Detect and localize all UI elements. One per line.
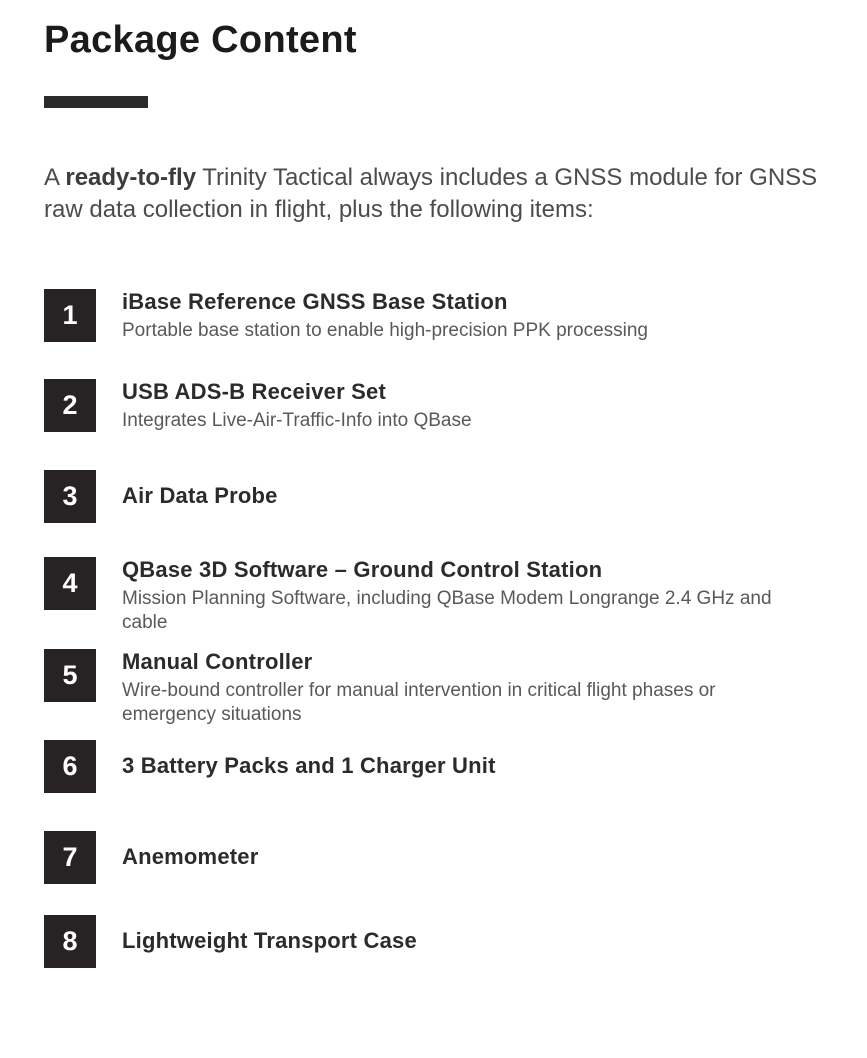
item-text-block <box>122 289 648 343</box>
item-title: Anemometer <box>122 844 259 870</box>
item-title: QBase 3D Software – Ground Control Station <box>122 556 603 582</box>
item-description: Wire-bound controller for manual intervention in critical flight phases or emergency situations <box>122 679 716 725</box>
list-item-battery-packs-charger <box>44 740 843 793</box>
page-title: Package Content <box>44 19 357 61</box>
item-title: USB ADS-B Receiver Set <box>122 378 387 404</box>
item-number-badge: 1 <box>44 289 96 342</box>
item-number-badge: 3 <box>44 470 96 523</box>
item-text-block <box>122 557 800 635</box>
intro-text-highlight: ready-to-fly <box>65 163 197 191</box>
item-title: Lightweight Transport Case <box>122 928 417 954</box>
list-item-qbase-3d-software <box>44 557 843 635</box>
item-text-block <box>122 379 472 433</box>
list-item-usb-adsb-receiver <box>44 379 843 433</box>
item-description: Mission Planning Software, including QBase Modem Longrange 2.4 GHz and cable <box>122 587 772 633</box>
item-title: iBase Reference GNSS Base Station <box>122 288 508 314</box>
item-text-block <box>122 915 417 968</box>
item-title: Manual Controller <box>122 648 313 674</box>
item-number-badge: 4 <box>44 557 96 610</box>
package-item-list <box>44 289 843 968</box>
intro-text-rest: Trinity Tactical always includes a GNSS module for GNSS raw data collection in flight, plus the following items: <box>44 163 818 223</box>
item-text-block <box>122 470 278 523</box>
item-text-block <box>122 740 496 793</box>
list-item-ibase-base-station <box>44 289 843 343</box>
item-description: Integrates Live-Air-Traffic-Info into QBase <box>122 409 472 431</box>
item-text-block <box>122 831 258 884</box>
list-item-air-data-probe <box>44 470 843 523</box>
item-title: Air Data Probe <box>122 483 278 509</box>
item-text-block <box>122 649 800 727</box>
item-number-badge: 6 <box>44 740 96 793</box>
item-number-badge: 7 <box>44 831 96 884</box>
intro-paragraph <box>44 162 836 226</box>
list-item-transport-case <box>44 915 843 968</box>
item-number-badge: 2 <box>44 379 96 432</box>
item-title: 3 Battery Packs and 1 Charger Unit <box>122 753 496 779</box>
intro-text-prefix: A <box>44 163 66 191</box>
item-description: Portable base station to enable high-precision PPK processing <box>122 319 648 341</box>
item-number-badge: 8 <box>44 915 96 968</box>
list-item-anemometer <box>44 831 843 884</box>
item-number-badge: 5 <box>44 649 96 702</box>
list-item-manual-controller <box>44 649 843 727</box>
title-divider <box>44 96 148 108</box>
